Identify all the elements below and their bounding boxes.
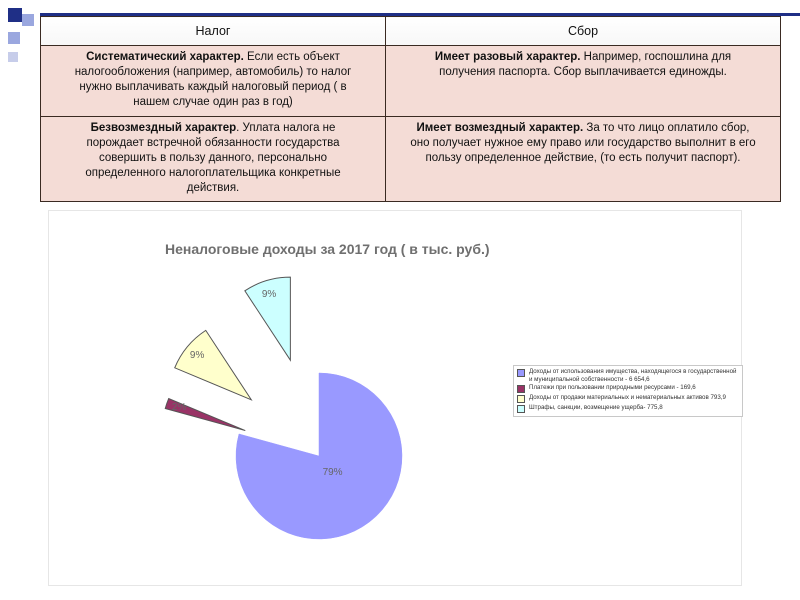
- header-fee: Сбор: [386, 17, 781, 46]
- table-row: [41, 46, 781, 117]
- legend-item: [517, 404, 739, 413]
- legend-swatch: [517, 385, 525, 393]
- legend-item: [517, 384, 739, 393]
- pie-slice: [236, 373, 402, 539]
- cell-text: Если есть объект налогообложения (например, автомобиль) то налог нужно выплачивать каждый налоговый период ( в нашем случае один раз в год): [74, 51, 352, 108]
- cell-tax: [41, 46, 386, 117]
- legend-swatch: [517, 395, 525, 403]
- cell-text: За то что лицо оплатило сбор, оно получает нужное ему право или государство выполнит в его пользу определенное действие, (то есть получит паспорт).: [410, 122, 756, 164]
- chart-title: Неналоговые доходы за 2017 год ( в тыс. руб.): [165, 241, 490, 257]
- cell-bold: Имеет разовый характер.: [434, 51, 581, 63]
- legend-label: Доходы от использования имущества, находящегося в государственной и муниципальной собственности - 6 654,6: [529, 368, 737, 383]
- tax-vs-fee-table: [40, 16, 781, 202]
- legend-label: Доходы от продажи материальных и нематериальных активов 793,9: [529, 394, 726, 402]
- cell-text: Например, госпошлина для получения паспорта. Сбор выплачивается единожды.: [439, 51, 732, 78]
- legend-swatch: [517, 369, 525, 377]
- cell-text: . Уплата налога не порождает встречной обязанности государства совершить в пользу данного, персонально определенного налогоплательщика конкретные действия.: [85, 122, 341, 194]
- table-row: [41, 117, 781, 202]
- legend-item: [517, 394, 739, 403]
- cell-fee: [386, 46, 781, 117]
- slide-decoration: [8, 8, 22, 22]
- slice-percent-label: 9%: [189, 350, 205, 362]
- cell-fee: [386, 117, 781, 202]
- cell-bold: Безвозмездный характер: [90, 122, 237, 134]
- slice-percent-label: 2%: [171, 402, 187, 414]
- slide-decoration: [22, 14, 34, 26]
- legend-label: Платежи при пользовании природными ресурсами - 169,6: [529, 384, 696, 392]
- slide-decoration: [8, 32, 20, 44]
- cell-tax: [41, 117, 386, 202]
- header-tax: Налог: [41, 17, 386, 46]
- legend-swatch: [517, 405, 525, 413]
- legend-item: [517, 368, 739, 383]
- chart-legend: [513, 365, 743, 417]
- pie-slice: [175, 330, 252, 399]
- pie-chart: [48, 210, 742, 586]
- slice-percent-label: 9%: [261, 288, 277, 300]
- slide-decoration: [8, 52, 18, 62]
- slice-percent-label: 79%: [322, 466, 343, 478]
- cell-bold: Имеет возмездный характер.: [416, 122, 584, 134]
- cell-bold: Систематический характер.: [86, 51, 244, 63]
- legend-label: Штрафы, санкции, возмещение ущерба- 775,8: [529, 404, 663, 412]
